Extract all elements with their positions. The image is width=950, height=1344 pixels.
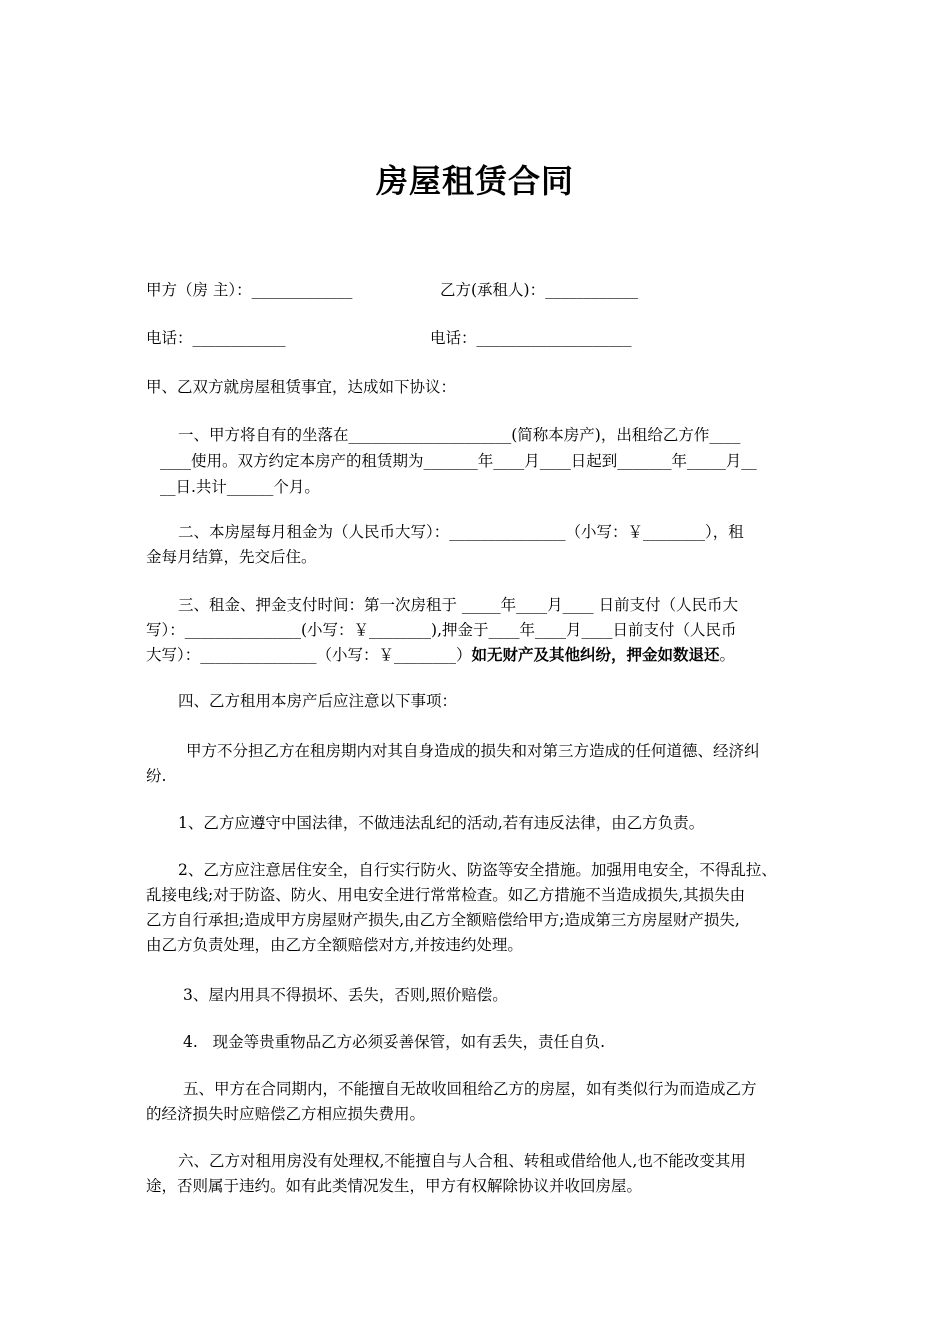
clause5-line2: 的经济损失时应赔偿乙方相应损失费用。 [146, 1105, 426, 1123]
clause1-line2: ____使用。双方约定本房产的租赁期为_______年____月____日起到_______年_____月__ [160, 452, 757, 470]
item1-text: 1、乙方应遵守中国法律，不做违法乱纪的活动,若有违反法律，由乙方负责。 [178, 814, 705, 832]
clause2-line1: 二、本房屋每月租金为（人民币大写）：_______________（小写：￥________），租 [178, 523, 744, 541]
party-a-field: 甲方（房 主）：_____________ [146, 281, 353, 299]
clause3-line3 [146, 644, 735, 666]
item3-text: 3、屋内用具不得损坏、丢失，否则,照价赔偿。 [183, 986, 508, 1004]
clause3-line3-text: 大写）：_______________（小写：￥________） [146, 646, 472, 664]
clause1-line3: __日.共计______个月。 [160, 478, 320, 496]
party-b-field: 乙方(承租人)：____________ [440, 281, 639, 299]
deposit-return-note: 如无财产及其他纠纷，押金如数退还 [471, 645, 720, 664]
clause3-line1: 三、租金、押金支付时间：第一次房租于 _____年____月____ 日前支付（人民币大 [178, 596, 739, 614]
clause4-heading: 四、乙方租用本房产后应注意以下事项： [178, 692, 458, 710]
phone-b-field: 电话：____________________ [430, 329, 632, 347]
item2-line3: 乙方自行承担;造成甲方房屋财产损失,由乙方全额赔偿给甲方;造成第三方房屋财产损失, [146, 911, 740, 929]
clause5-line1: 五、甲方在合同期内，不能擅自无故收回租给乙方的房屋，如有类似行为而造成乙方 [183, 1080, 757, 1098]
clause2-line2: 金每月结算，先交后住。 [146, 548, 317, 566]
clause3-line2: 写）：_______________(小写：￥________),押金于____年____月____日前支付（人民币 [146, 621, 737, 639]
clause6-line2: 途，否则属于违约。如有此类情况发生，甲方有权解除协议并收回房屋。 [146, 1177, 643, 1195]
item2-line1: 2、乙方应注意居住安全，自行实行防火、防盗等安全措施。加强用电安全，不得乱拉、 [178, 861, 777, 879]
disclaimer-line1: 甲方不分担乙方在租房期内对其自身造成的损失和对第三方造成的任何道德、经济纠 [186, 742, 760, 760]
clause1-line1: 一、甲方将自有的坐落在_____________________(简称本房产)，出租给乙方作____ [178, 426, 741, 444]
phone-a-field: 电话：____________ [146, 329, 286, 347]
item2-line4: 由乙方负责处理，由乙方全额赔偿对方,并按违约处理。 [146, 936, 523, 954]
disclaimer-line2: 纷. [146, 767, 167, 785]
intro-text: 甲、乙双方就房屋租赁事宜，达成如下协议： [146, 378, 457, 396]
page-title: 房屋租赁合同 [375, 162, 574, 200]
clause3-line3-end: 。 [719, 646, 736, 664]
item4-text: 4. 现金等贵重物品乙方必须妥善保管，如有丢失，责任自负. [183, 1033, 605, 1051]
clause6-line1: 六、乙方对租用房没有处理权,不能擅自与人合租、转租或借给他人,也不能改变其用 [178, 1152, 746, 1170]
item2-line2: 乱接电线;对于防盗、防火、用电安全进行常常检查。如乙方措施不当造成损失,其损失由 [146, 886, 746, 904]
